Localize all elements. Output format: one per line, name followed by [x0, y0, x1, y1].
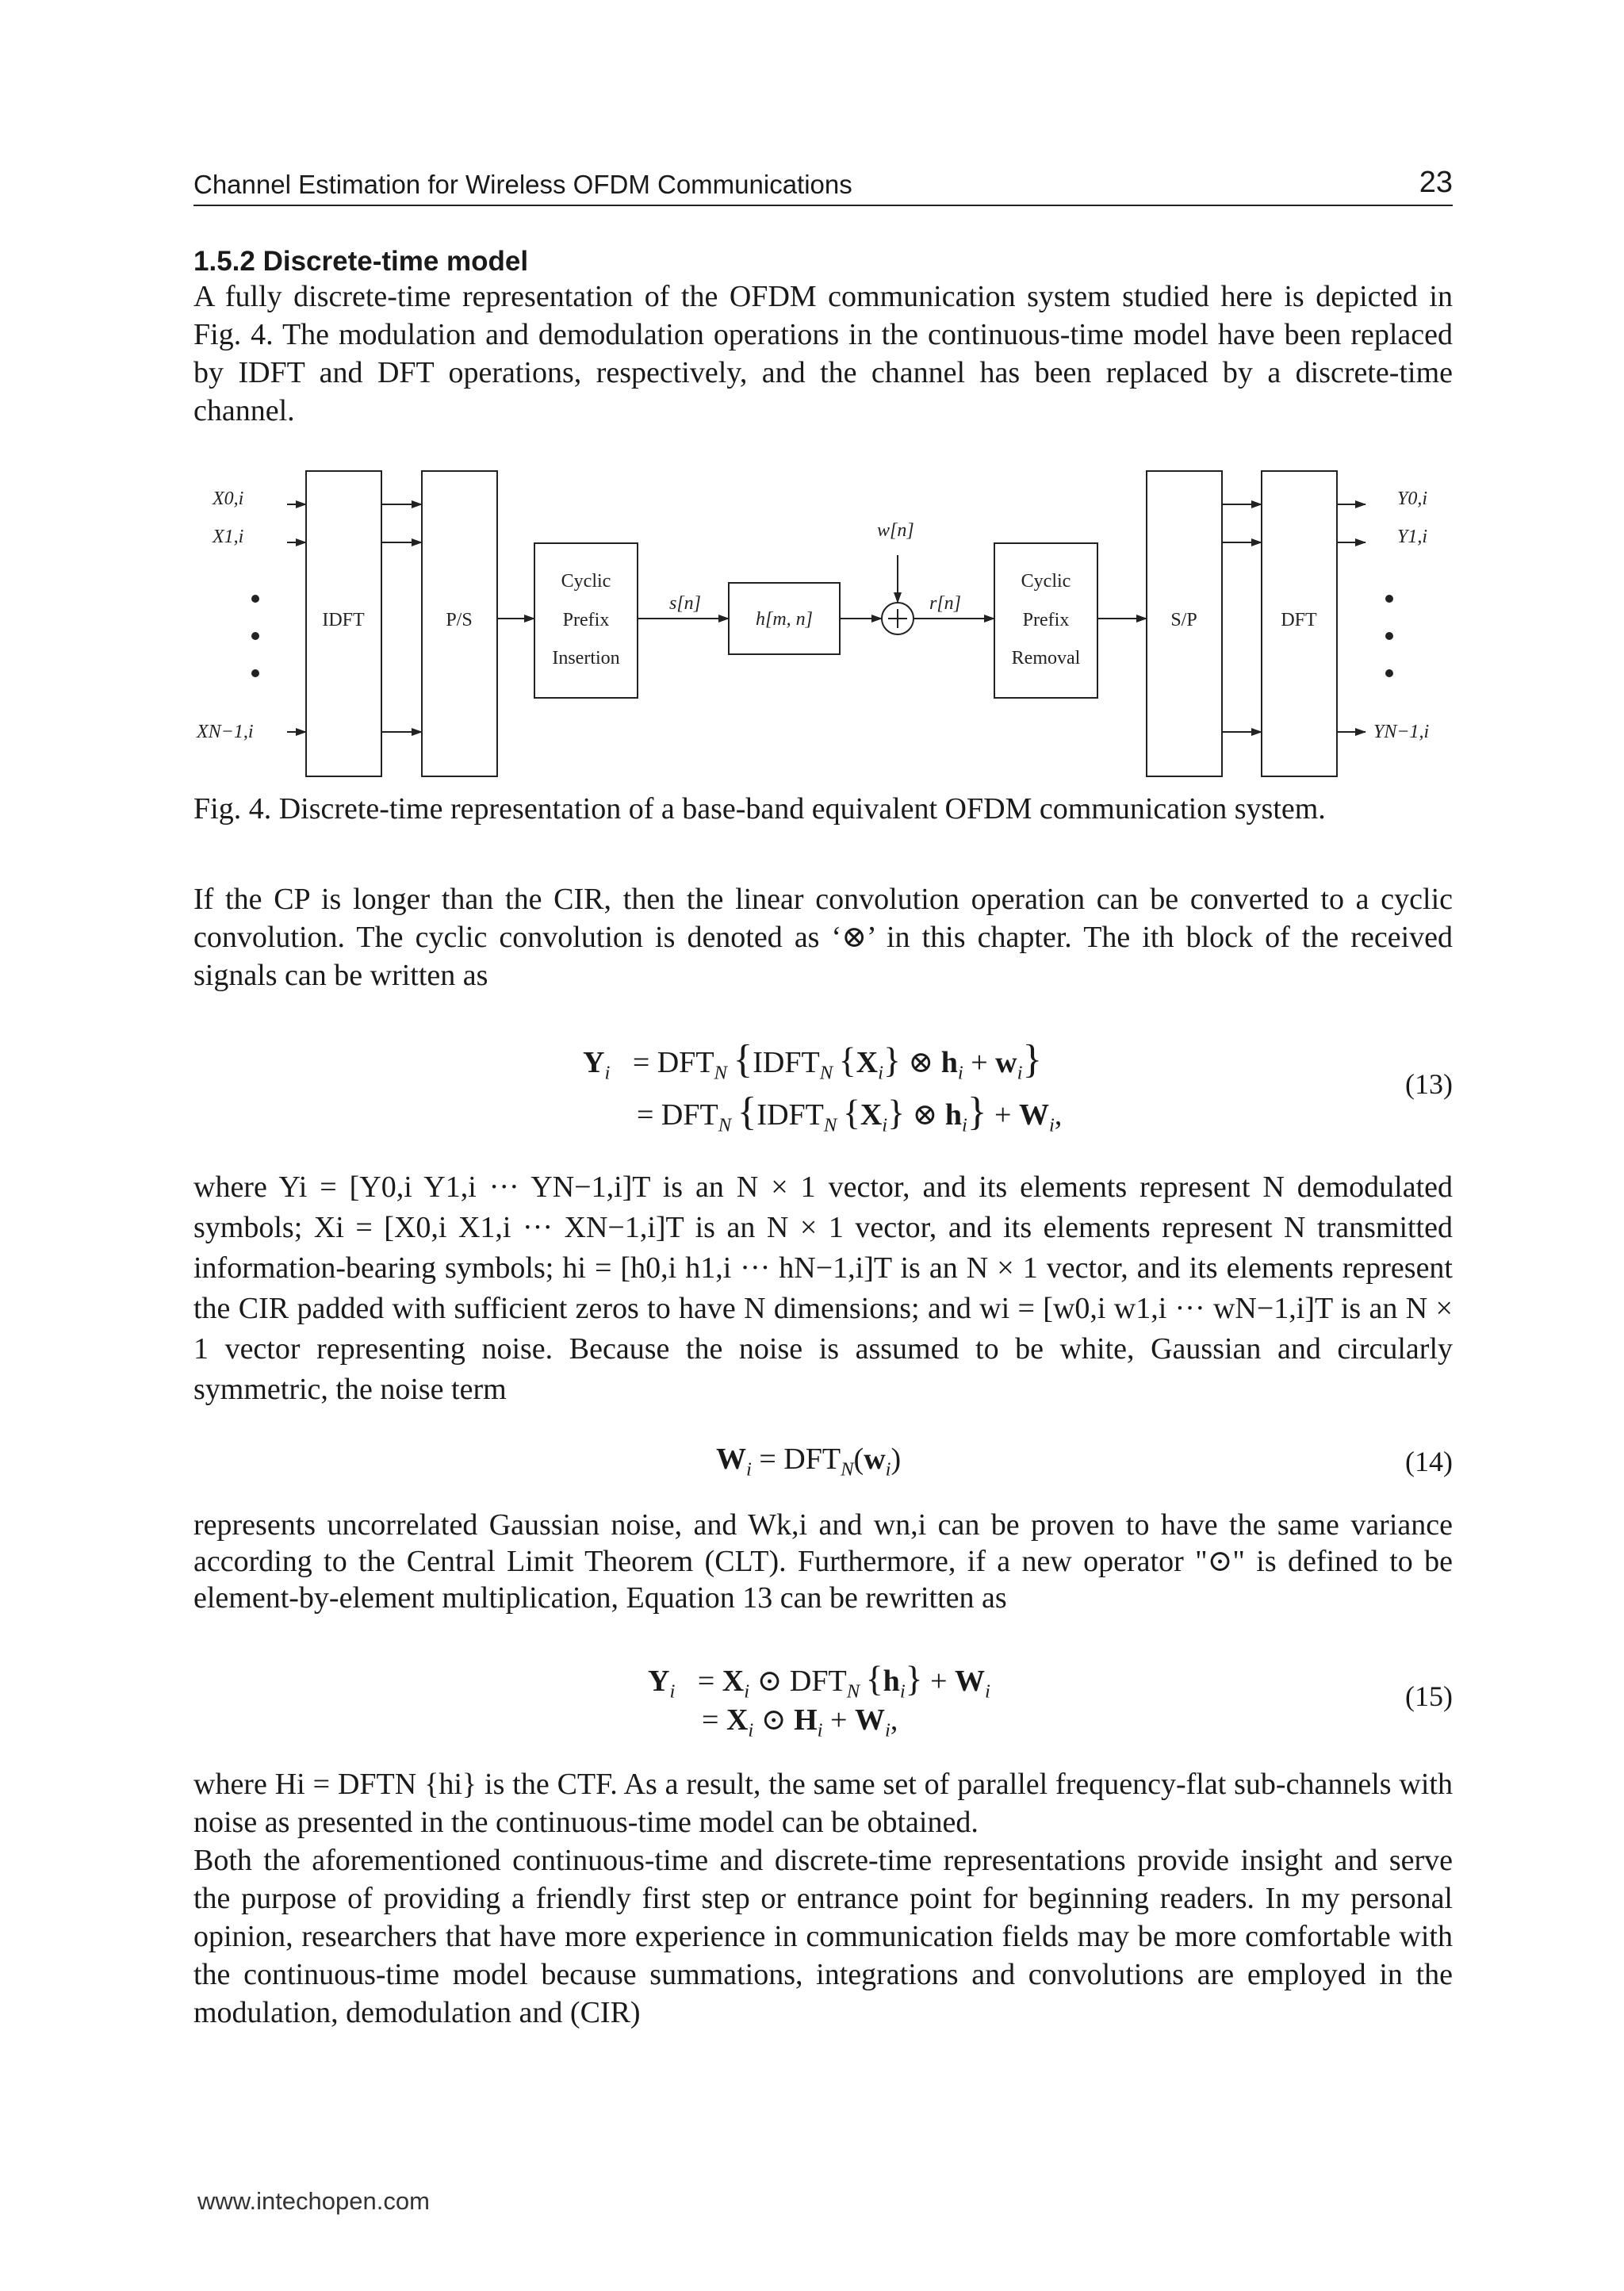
equation-14-number: (14) — [1405, 1446, 1453, 1477]
input-label-x1: X1,i — [213, 527, 244, 547]
ellipsis-dot — [1385, 632, 1393, 640]
equation-13-line-2: = $DFT_N$ {$IDFT_N$ $\{X_i\}$ ⊗ $h_i\} + W_i$, — [637, 1089, 1063, 1136]
equation-15-number: (15) — [1405, 1680, 1453, 1712]
intro-paragraph: A fully discrete-time representation of the OFDM communication system studied here is depicted in Fig. 4. The modulation and demodulation operations in the continuous-time model have been replaced by IDFT and DFT operations, respectively, and the channel has been replaced by a discrete-time channel. — [193, 280, 1453, 427]
cp-insert-label-1: Cyclic — [561, 571, 611, 592]
equation-13-number: (13) — [1405, 1068, 1453, 1100]
page-number: 23 — [1419, 166, 1453, 199]
cp-insert-label-2: Prefix — [562, 610, 610, 630]
ellipsis-dot — [1385, 669, 1393, 677]
signal-r: r[n] — [929, 593, 962, 614]
equation-15-line-2: = $X_i$ ⊙ $H_i + W_i$, — [702, 1703, 898, 1741]
ctf-paragraph: where Hi = DFTN {hi} is the CTF. As a result, the same set of parallel frequency-flat sub-channels with noise as presented in the continuous-time model can be obtained. — [193, 1768, 1453, 1839]
dft-label: DFT — [1281, 610, 1317, 630]
signal-s: s[n] — [669, 593, 702, 614]
input-label-xn: XN−1,i — [197, 722, 254, 742]
footer-url: www.intechopen.com — [197, 2187, 430, 2215]
block-diagram-svg — [193, 460, 1454, 785]
output-label-y0: Y0,i — [1397, 488, 1428, 509]
sp-label: S/P — [1170, 610, 1197, 630]
input-label-x0: X0,i — [213, 488, 244, 509]
final-paragraph: Both the aforementioned continuous-time and discrete-time representations provide insight and serve the purpose of providing a friendly first step or entrance point for beginning readers. In my personal opinion, researchers that have more experience in communication fields may be more comfortable with the continuous-time model because summations, integrations and convolutions are employed in the modulation, demodulation and (CIR) — [193, 1844, 1453, 2029]
signal-w: w[n] — [877, 520, 914, 541]
cp-remove-label-3: Removal — [1011, 648, 1081, 669]
noise-paragraph: represents uncorrelated Gaussian noise, and Wk,i and wn,i can be proven to have the same variance according to the Central Limit Theorem (CLT). Furthermore, if a new operator "⊙" is defined to be element-by-element multiplication, Equation 13 can be rewritten as — [193, 1508, 1453, 1615]
cp-paragraph: If the CP is longer than the CIR, then the linear convolution operation can be converted to a cyclic convolution. The cyclic convolution is denoted as ‘⊗’ in this chapter. The ith block of the received signals can be written as — [193, 883, 1453, 992]
equation-15-line-1: $Y_i = X_i$ ⊙ $DFT_N$ $\{h_i\} + W_i$ — [648, 1658, 990, 1703]
cp-remove-label-1: Cyclic — [1021, 571, 1071, 592]
ps-label: P/S — [446, 610, 473, 630]
equation-13-line-1: $Y_i = DFT_N$ {$IDFT_N$ $\{X_i\}$ ⊗ $h_i + w_i$} — [583, 1036, 1043, 1084]
cp-insert-label-3: Insertion — [552, 648, 620, 669]
section-heading: 1.5.2 Discrete-time model — [193, 246, 529, 277]
running-header — [193, 163, 1453, 206]
ellipsis-dot — [251, 632, 259, 640]
equation-14: $W_i = DFT_N(w_i)$ — [716, 1442, 902, 1481]
ellipsis-dot — [251, 595, 259, 603]
ellipsis-dot — [1385, 595, 1393, 603]
output-label-yn: YN−1,i — [1373, 722, 1430, 742]
cp-remove-label-2: Prefix — [1022, 610, 1070, 630]
ellipsis-dot — [251, 669, 259, 677]
figure-caption: Fig. 4. Discrete-time representation of a base-band equivalent OFDM communication system. — [193, 792, 1326, 826]
channel-label: h[m, n] — [755, 609, 814, 630]
header-title: Channel Estimation for Wireless OFDM Communications — [193, 170, 852, 199]
definitions-paragraph: where Yi = [Y0,i Y1,i ··· YN−1,i]T is an N × 1 vector, and its elements represent N demodulated symbols; Xi = [X0,i X1,i ··· XN−1,i]T is an N × 1 vector, and its elements represent N transmitted information-bearing symbols; hi = [h0,i h1,i ··· hN−1,i]T is an N × 1 vector, and its elements represent the CIR padded with sufficient zeros to have N dimensions; and wi = [w0,i w1,i ··· wN−1,i]T is an N × 1 vector representing noise. Because the noise is assumed to be white, Gaussian and circularly symmetric, the noise term — [193, 1170, 1453, 1406]
figure-4-block-diagram — [193, 460, 1454, 785]
idft-label: IDFT — [322, 610, 365, 630]
output-label-y1: Y1,i — [1397, 527, 1428, 547]
